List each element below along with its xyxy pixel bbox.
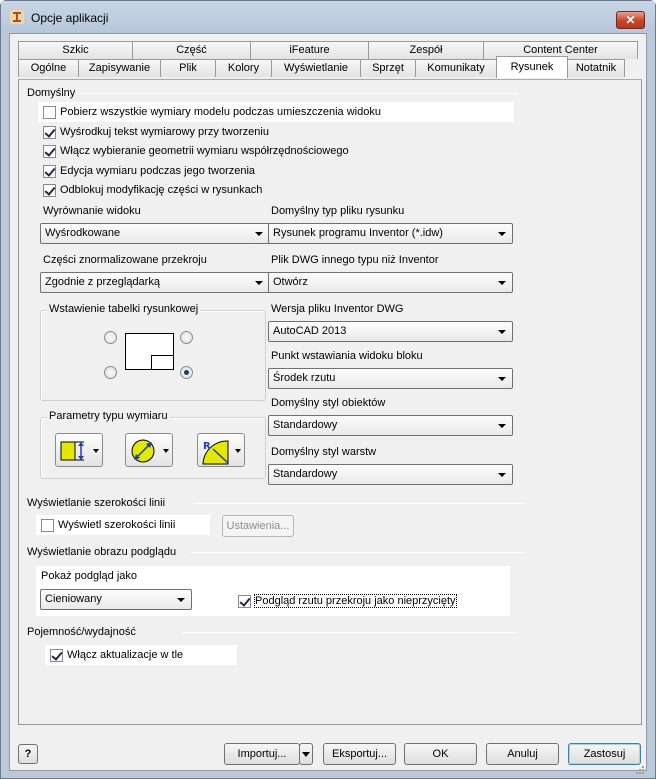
dwg-version-select[interactable]	[268, 321, 513, 342]
button-label: Eksportuj...	[331, 748, 388, 760]
checkbox-box[interactable]	[43, 184, 56, 197]
chevron-down-icon	[255, 232, 263, 236]
chevron-down-icon	[177, 598, 185, 602]
object-style-label: Domyślny styl obiektów	[271, 397, 386, 409]
export-button[interactable]	[323, 743, 396, 765]
checkbox-background-updates[interactable]	[50, 646, 183, 664]
layer-style-select[interactable]	[268, 464, 513, 485]
layer-style-label: Domyślny styl warstw	[271, 446, 377, 458]
title-bar[interactable]	[1, 1, 655, 33]
diameter-dimension-icon	[129, 437, 161, 465]
checkbox-box[interactable]	[50, 649, 63, 662]
checkbox-center-dim-text[interactable]	[43, 123, 269, 141]
tab-szkic[interactable]: Szkic	[18, 41, 133, 59]
capacity-group-divider	[181, 632, 516, 633]
section-parts-label: Części znormalizowane przekroju	[43, 254, 207, 266]
checkbox-label: Edycja wymiaru podczas jego tworzenia	[60, 165, 256, 177]
tab-rysunek[interactable]: Rysunek	[496, 56, 568, 78]
chevron-down-icon	[235, 449, 241, 453]
radio-bottom-left[interactable]	[104, 366, 117, 379]
cancel-button[interactable]	[486, 743, 559, 765]
chevron-down-icon	[498, 473, 506, 477]
dwg-non-inventor-value: Otwórz	[273, 276, 308, 288]
checkbox-box[interactable]	[238, 595, 251, 608]
button-label: Ustawienia...	[226, 520, 290, 532]
checkbox-box[interactable]	[43, 145, 56, 158]
tab-wyswietlanie[interactable]: Wyświetlanie	[271, 59, 361, 77]
lineweight-group-label: Wyświetlanie szerokości linii	[27, 497, 166, 509]
show-preview-label: Pokaż podgląd jako	[41, 570, 138, 582]
checkbox-edit-dim-on-create[interactable]	[43, 162, 255, 180]
checkbox-box[interactable]	[43, 106, 56, 119]
tab-zapisywanie[interactable]: Zapisywanie	[78, 59, 161, 77]
lineweight-settings-button[interactable]	[222, 515, 294, 537]
tab-plik[interactable]: Plik	[160, 59, 216, 77]
checkbox-box[interactable]	[41, 519, 54, 532]
button-label: OK	[432, 748, 449, 760]
tab-czesc[interactable]: Część	[132, 41, 251, 59]
defaults-group-divider	[77, 93, 517, 94]
view-align-value: Wyśrodkowane	[45, 227, 121, 239]
checkbox-box[interactable]	[43, 165, 56, 178]
lineweight-group-divider	[194, 503, 524, 504]
linear-dim-button[interactable]	[55, 433, 103, 467]
chevron-down-icon	[255, 281, 263, 285]
checkbox-label: Wyświetl szerokości linii	[58, 519, 176, 531]
title-block-sheet-icon	[125, 333, 175, 371]
radius-dim-button[interactable]	[197, 433, 245, 467]
import-dropdown-button[interactable]	[299, 743, 313, 765]
checkbox-label: Pobierz wszystkie wymiary modelu podczas umieszczenia widoku	[60, 106, 381, 118]
diameter-dim-button[interactable]	[125, 433, 173, 467]
chevron-down-icon	[498, 424, 506, 428]
view-align-select[interactable]	[40, 223, 270, 244]
apply-button[interactable]	[568, 743, 641, 765]
checkbox-label: Odblokuj modyfikację części w rysunkach	[60, 184, 263, 196]
block-insert-value: Środek rzutu	[273, 372, 336, 384]
rysunek-panel	[18, 79, 642, 725]
checkbox-show-lineweights[interactable]	[41, 516, 175, 534]
view-align-label: Wyrównanie widoku	[43, 205, 141, 217]
checkbox-box[interactable]	[43, 126, 56, 139]
tab-zespol[interactable]: Zespół	[368, 41, 484, 59]
dwg-non-inventor-label: Plik DWG innego typu niż Inventor	[271, 254, 439, 266]
section-parts-select[interactable]	[40, 272, 270, 293]
chevron-down-icon	[93, 449, 99, 453]
preview-mode-value: Cieniowany	[45, 593, 102, 605]
button-label: Importuj...	[237, 748, 287, 760]
layer-style-value: Standardowy	[273, 468, 338, 480]
tab-row-bottom	[18, 59, 624, 77]
help-button[interactable]	[18, 744, 38, 764]
resize-grip-icon[interactable]	[636, 766, 645, 775]
checkbox-label: Wyśrodkuj tekst wymiarowy przy tworzeniu	[60, 126, 269, 138]
default-file-type-label: Domyślny typ pliku rysunku	[271, 205, 405, 217]
help-icon: ?	[24, 748, 32, 760]
checkbox-label: Podgląd rzutu przekroju jako nieprzycięty	[255, 595, 456, 607]
object-style-value: Standardowy	[273, 419, 338, 431]
preview-group-label: Wyświetlanie obrazu podglądu	[27, 546, 177, 558]
import-button[interactable]	[224, 743, 300, 765]
block-insert-select[interactable]	[268, 368, 513, 389]
capacity-group-label: Pojemność/wydajność	[27, 626, 136, 638]
tab-ifeature[interactable]: iFeature	[250, 41, 369, 59]
object-style-select[interactable]	[268, 415, 513, 436]
linear-dimension-icon	[60, 439, 92, 463]
dwg-version-value: AutoCAD 2013	[273, 325, 347, 337]
checkbox-label: Włącz wybieranie geometrii wymiaru współrzędnościowego	[60, 145, 349, 157]
window-title: Opcje aplikacji	[31, 11, 109, 25]
chevron-down-icon	[498, 377, 506, 381]
radius-dimension-icon	[201, 437, 233, 465]
tab-kolory[interactable]: Kolory	[215, 59, 272, 77]
close-button[interactable]: ✕	[616, 11, 645, 29]
block-insert-label: Punkt wstawiania widoku bloku	[271, 350, 423, 362]
tab-ogolne[interactable]: Ogólne	[18, 59, 79, 77]
radio-bottom-right[interactable]	[180, 366, 193, 379]
checkbox-ordinate-geometry[interactable]	[43, 142, 349, 160]
title-block-label: Wstawienie tabelki rysunkowej	[49, 303, 199, 315]
tab-komunikaty[interactable]: Komunikaty	[415, 59, 497, 77]
dwg-version-label: Wersja pliku Inventor DWG	[271, 303, 404, 315]
tab-content-center[interactable]: Content Center	[483, 41, 638, 59]
checkbox-label: Włącz aktualizacje w tle	[67, 649, 184, 661]
chevron-down-icon	[163, 449, 169, 453]
checkbox-part-modification[interactable]	[43, 181, 262, 199]
chevron-down-icon	[498, 330, 506, 334]
checkbox-retrieve-dimensions[interactable]	[43, 103, 381, 121]
dwg-non-inventor-select[interactable]	[268, 272, 513, 293]
tab-sprzet[interactable]: Sprzęt	[360, 59, 416, 77]
chevron-down-icon	[302, 752, 310, 758]
chevron-down-icon	[498, 281, 506, 285]
ok-button[interactable]	[404, 743, 477, 765]
svg-text:R: R	[203, 441, 211, 452]
default-file-type-value: Rysunek programu Inventor (*.idw)	[273, 227, 443, 239]
defaults-group-label: Domyślny	[27, 87, 76, 99]
preview-mode-select[interactable]	[40, 589, 192, 610]
checkbox-section-preview[interactable]	[238, 592, 456, 610]
tab-notatnik[interactable]: Notatnik	[567, 59, 625, 77]
section-parts-value: Zgodnie z przeglądarką	[45, 276, 160, 288]
button-label: Zastosuj	[583, 748, 626, 760]
radio-top-left[interactable]	[104, 331, 117, 344]
radio-top-right[interactable]	[180, 331, 193, 344]
dim-type-label: Parametry typu wymiaru	[49, 410, 168, 422]
button-label: Anuluj	[507, 748, 538, 760]
preview-group-divider	[191, 552, 524, 553]
dialog-body	[9, 33, 647, 771]
chevron-down-icon	[498, 232, 506, 236]
inventor-app-icon	[10, 10, 24, 24]
default-file-type-select[interactable]	[268, 223, 513, 244]
